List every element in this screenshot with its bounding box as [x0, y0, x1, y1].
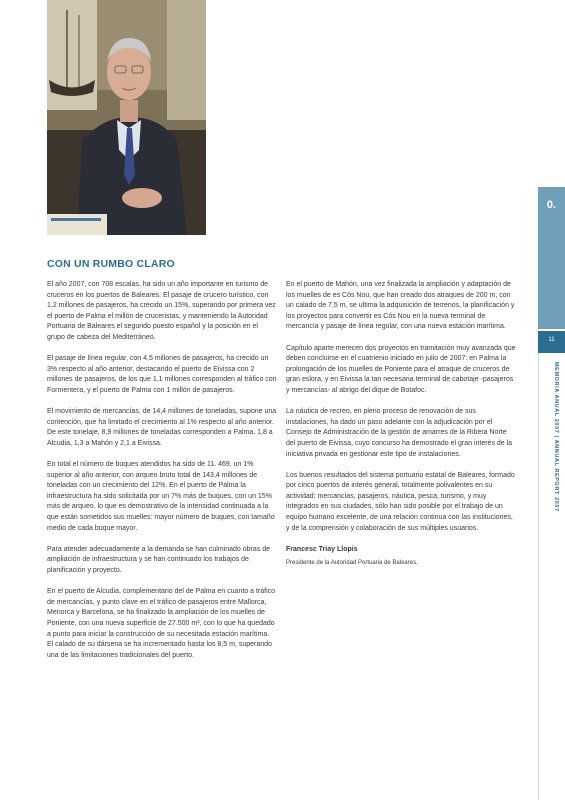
- paragraph: El movimiento de mercancías, de 14,4 millones de toneladas, supone una contención, que ha limitado el crecimiento al 1% respecto al año anterior. De este tonelaje, 8,9 millones de toneladas corresponden a Palma, 1,8 a Alcudia, 1,3 a Mahón y 2,1 a Eivissa.: [47, 408, 277, 447]
- page-number: 11: [548, 337, 555, 343]
- chapter-tab-label: 0.: [546, 199, 557, 211]
- portrait-photo: [47, 0, 206, 235]
- signature-role: Presidente de la Autoridad Portuaria de Baleares.: [286, 560, 418, 567]
- page-number-bar: [538, 331, 565, 353]
- section-heading: CON UN RUMBO CLARO: [47, 258, 175, 270]
- paragraph: Para atender adecuadamente a la demanda se han culminado obras de ampliación de infraestructura y se han continuado los trabajos de planificación y proyecto.: [47, 545, 270, 575]
- paragraph: La náutica de recreo, en pleno proceso de renovación de sus instalaciones, ha dado un paso adelante con la adjudicación por el Consejo de Administración de la gestión de amarres de la Ribera Norte del puerto de Eivissa, cuyo concurso ha demostrado el gran interés de la iniciativa privada en gestionar este tipo de instalaciones.: [286, 408, 513, 458]
- paragraph: Capítulo aparte merecen dos proyectos en tramitación muy avanzada que deben concluirse en el cuatrienio iniciado en julio de 2007: en Palma la prolongación de los muelles de Poniente para el atraque de cruceros de gran eslora, y en Eivissa la tan necesaria terminal de cabotaje -pasajeros y mercancías- al abrigo del dique de Botafoc.: [286, 344, 516, 394]
- side-divider: [538, 353, 539, 800]
- paragraph: En el puerto de Mahón, una vez finalizada la ampliación y adaptación de los muelles de es Cós Nou, que han creado dos atraques de 200 m, con un calado de 7,5 m, se ultima la adquisición de terrenos, la planificación y los proyectos para convertir es Cós Nou en la nueva terminal de mercancía y pasaje de línea regular, con una nueva estación marítima.: [286, 281, 515, 331]
- portrait-illustration: [47, 0, 206, 235]
- right-column: [286, 280, 516, 569]
- vertical-report-title: MEMORIA ANUAL 2007 | ANNUAL REPORT 2007: [553, 362, 559, 512]
- left-column: [47, 280, 277, 672]
- chapter-tab: [538, 187, 565, 329]
- paragraph: En el puerto de Alcudia, complementario del de Palma en cuanto a tráfico de mercancías, y punto clave en el tráfico de pasajeros entre Mallorca, Menorca y Barcelona, se ha finalizado la ampliación de los muelles de Poniente, con una nueva superficie de 27.500 m², con lo que ha quedado a punto para iniciar la construcción de su necesitada estación marítima. El calado de su dársena se ha incrementado hasta los 8,5 m, superando una de las limitaciones tradicionales del puerto.: [47, 588, 276, 659]
- paragraph: Los buenos resultados del sistema portuario estatal de Baleares, formado por cinco puertos de interés general, totalmente polivalentes en su actividad: mercancías, pasajeros, náutica, pesca, turismo, y muy integrados en sus ciudades, sólo han sido posible por el trabajo de un equipo humano excelente, de una relación continua con las instituciones, y de la comprensión y colaboración de sus múltiples usuarios.: [286, 471, 515, 532]
- paragraph: En total el número de buques atendidos ha sido de 11. 469, un 1% superior al año anterior, con arqueo bruto total de 143,4 millones de toneladas con un crecimiento del 12%. En el puerto de Palma la infraestructura ha sido solicitada por un 7% más de buques, con un 15% más de arqueo, lo que es demostrativo de la intensidad continuada a la que están sometidos sus muelles: mayor número de buques, con tamaño medio de cada buque mayor.: [47, 461, 275, 532]
- paragraph: El pasaje de línea regular, con 4,5 millones de pasajeros, ha crecido un 3% respecto al año anterior, destacando el puerto de Eivissa con 2 millones de pasajeros, de los que 1,1 millones corresponden al tráfico con Formentera, y el puerto de Palma con 1 millón de pasajeros.: [47, 355, 277, 394]
- signature-name: Francesc Triay Llopis: [286, 545, 358, 553]
- paragraph: El año 2007, con 708 escalas, ha sido un año importante en turismo de cruceros en los puertos de Baleares. El pasaje de crucero turístico, con 1,2 millones de pasajeros, ha crecido un 15%, superando por primera vez el puerto de Palma el millón de cruceristas, y manteniendo la Autoridad Portuaria de Baleares el segundo puesto español y la posición en el grupo de cabeza del Mediterráneo.: [47, 281, 276, 341]
